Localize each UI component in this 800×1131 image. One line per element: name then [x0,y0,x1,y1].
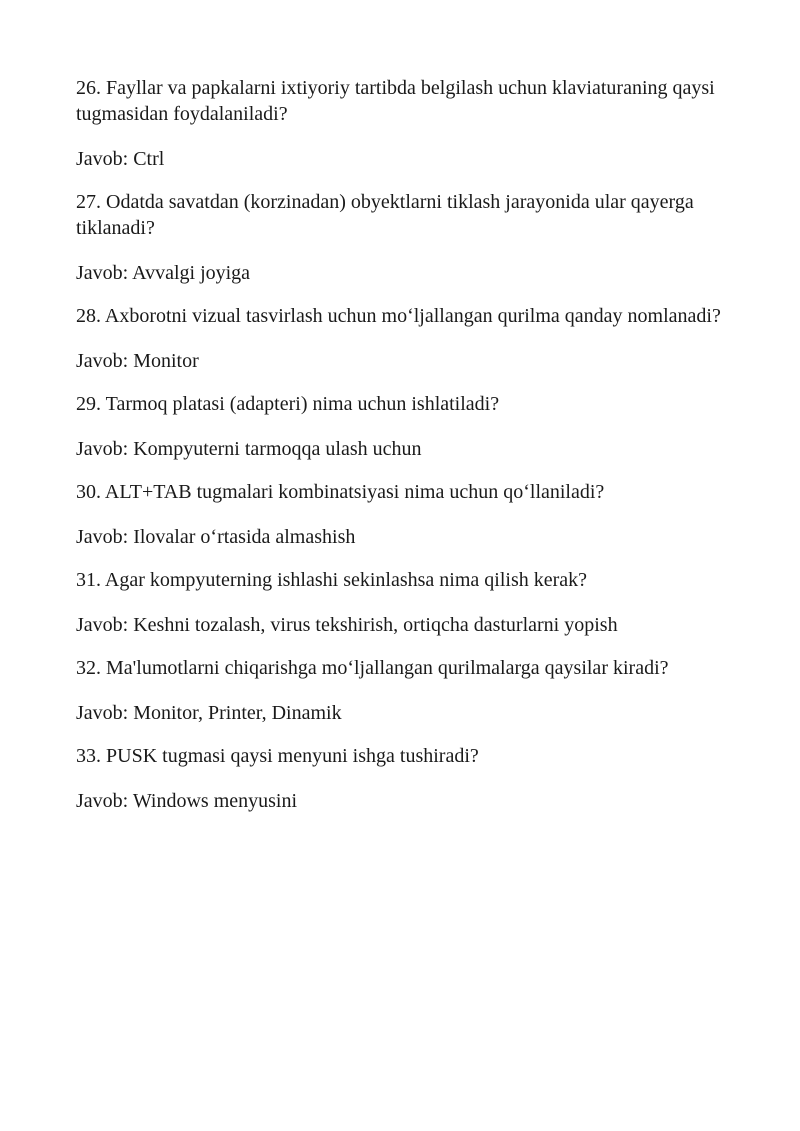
question-29: 29. Tarmoq platasi (adapteri) nima uchun ishlatiladi? [76,393,500,415]
answer-26: Javob: Ctrl [76,148,165,170]
question-32: 32. Ma'lumotlarni chiqarishga mo‘ljallangan qurilmalarga qaysilar kiradi? [76,657,669,679]
answer-33: Javob: Windows menyusini [76,790,298,812]
answer-27: Javob: Avvalgi joyiga [76,262,251,284]
answer-29: Javob: Kompyuterni tarmoqqa ulash uchun [76,438,422,460]
question-33: 33. PUSK tugmasi qaysi menyuni ishga tushiradi? [76,745,479,767]
question-30: 30. ALT+TAB tugmalari kombinatsiyasi nima uchun qo‘llaniladi? [76,481,605,503]
question-28: 28. Axborotni vizual tasvirlash uchun mo‘ljallangan qurilma qanday nomlanadi? [76,305,721,327]
answer-30: Javob: Ilovalar o‘rtasida almashish [76,526,356,548]
qa-list [76,75,746,831]
answer-31: Javob: Keshni tozalash, virus tekshirish, ortiqcha dasturlarni yopish [76,614,618,636]
question-31: 31. Agar kompyuterning ishlashi sekinlashsa nima qilish kerak? [76,569,588,591]
answer-28: Javob: Monitor [76,350,199,372]
question-27: 27. Odatda savatdan (korzinadan) obyektlarni tiklash jarayonida ular qayerga tiklanadi? [76,191,694,239]
question-26: 26. Fayllar va papkalarni ixtiyoriy tartibda belgilash uchun klaviaturaning qaysi tugmasidan foydalaniladi? [76,77,715,125]
answer-32: Javob: Monitor, Printer, Dinamik [76,702,342,724]
